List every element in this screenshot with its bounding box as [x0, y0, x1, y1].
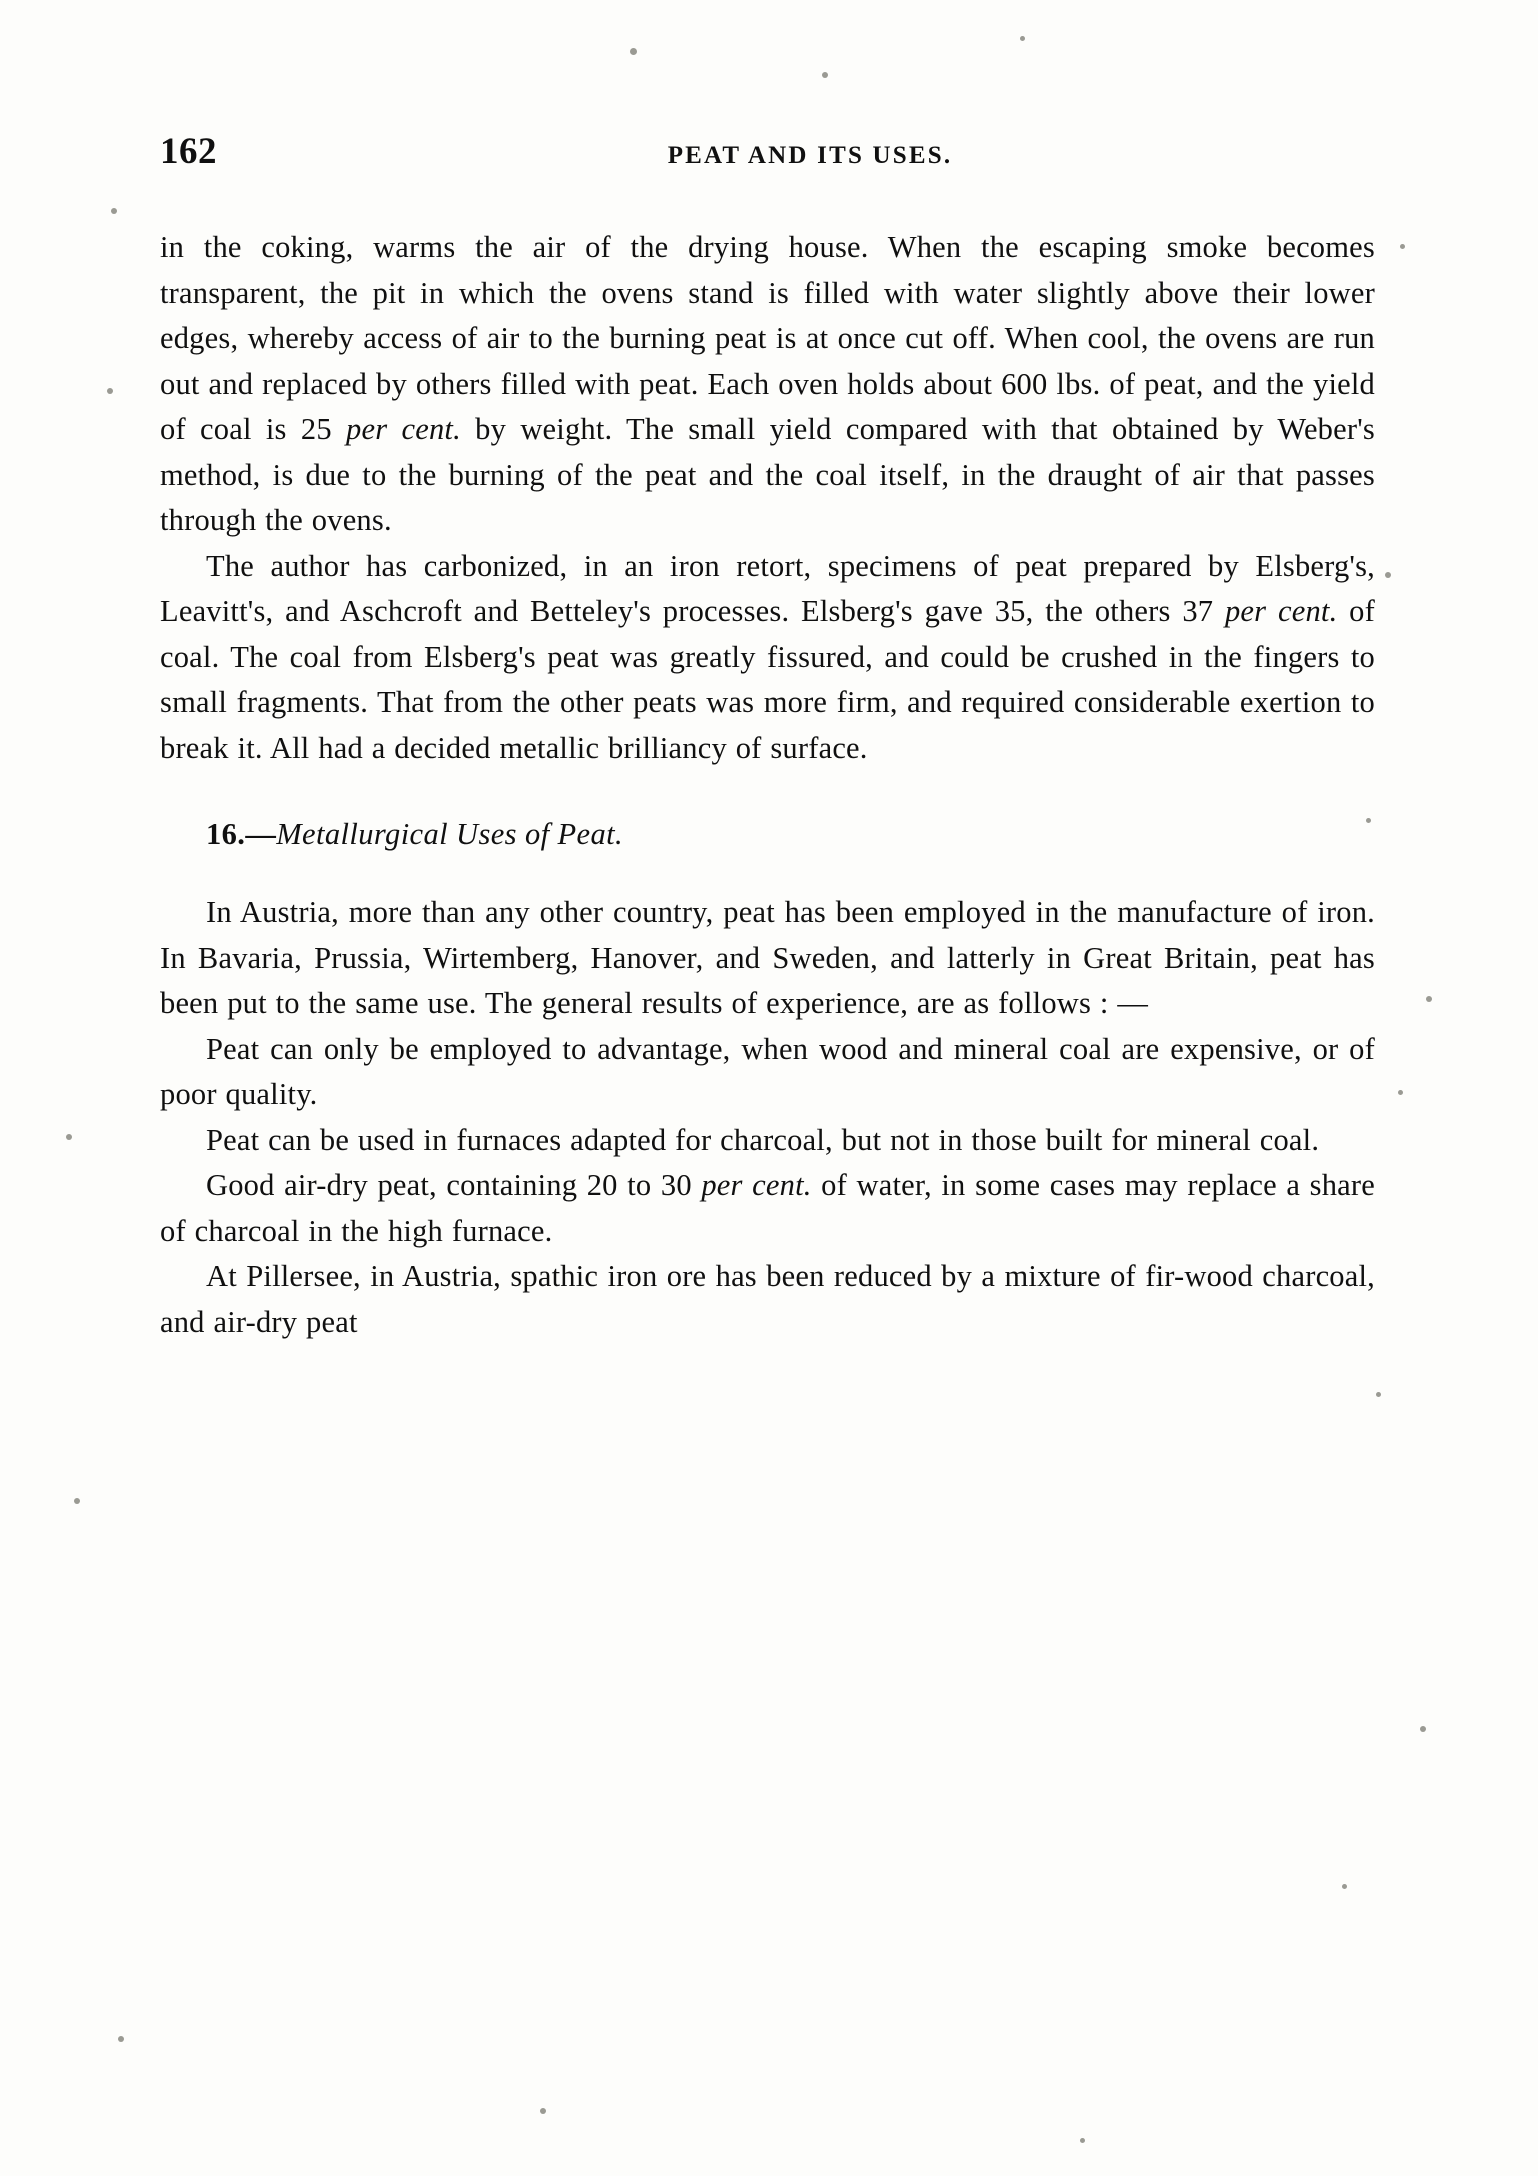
- italic-run: per cent.: [1224, 594, 1338, 628]
- scan-speck: [66, 1134, 72, 1140]
- section-number: 16.—: [206, 817, 277, 851]
- scan-speck: [1398, 1090, 1403, 1095]
- scan-speck: [1400, 244, 1405, 249]
- italic-run: per cent.: [701, 1168, 812, 1202]
- paragraph: [160, 1118, 1375, 1164]
- scan-speck: [74, 1498, 80, 1504]
- text-run: in the coking, warms the air of the drying house. When the escaping smoke becomes transparent, the pit in which the ovens stand is filled with water slightly above their lower edges, whereby access of air to the burning peat is at once cut off. When cool, the ovens are run out and replaced by others filled with peat. Each oven holds about 600 lbs. of peat, and the yield of coal is 25: [160, 230, 1375, 446]
- body-text-block: [160, 225, 1375, 1345]
- section-title: Metallurgical Uses of Peat.: [276, 817, 624, 851]
- scan-speck: [1376, 1392, 1381, 1397]
- italic-run: per cent.: [346, 412, 461, 446]
- scan-speck: [1426, 996, 1432, 1002]
- scan-speck: [1342, 1884, 1347, 1889]
- page-number: 162: [160, 131, 217, 172]
- paragraph: [160, 1254, 1375, 1345]
- paragraph: [160, 890, 1375, 1027]
- scan-speck: [1385, 572, 1391, 578]
- paragraph: [160, 1027, 1375, 1118]
- text-run: of water, in some cases may replace a share of charcoal in the high furnace.: [160, 1168, 1375, 1248]
- scan-speck: [1020, 36, 1025, 41]
- page-header: [160, 130, 1375, 173]
- section-heading: [206, 817, 1375, 852]
- scan-speck: [111, 208, 117, 214]
- text-run: of coal. The coal from Elsberg's peat was greatly fissured, and could be crushed in the fingers to small fragments. That from the other peats was more firm, and required considerable exertion to break it. All had a decided metallic brilliancy of surface.: [160, 594, 1375, 765]
- text-run: Peat can be used in furnaces adapted for charcoal, but not in those built for mineral coal.: [206, 1122, 1320, 1157]
- text-run: Good air-dry peat, containing 20 to 30: [206, 1168, 702, 1202]
- text-run: The author has carbonized, in an iron retort, specimens of peat prepared by Elsberg's, Leavitt's, and Aschcroft and Betteley's processes. Elsberg's gave 35, the others 37: [160, 548, 1375, 628]
- text-run: In Austria, more than any other country, peat has been employed in the manufacture of iron. In Bavaria, Prussia, Wirtemberg, Hanover, and Sweden, and latterly in Great Britain, peat has been put to the same use. The general results of experience, are as follows : —: [160, 895, 1375, 1020]
- paragraph: [160, 544, 1375, 772]
- scan-speck: [107, 388, 113, 394]
- scan-speck: [1420, 1726, 1426, 1732]
- scan-speck: [822, 72, 828, 78]
- page-content: [160, 130, 1375, 1345]
- scan-speck: [118, 2036, 124, 2042]
- scan-speck: [630, 48, 637, 55]
- paragraph: [160, 1163, 1375, 1254]
- running-head: PEAT AND ITS USES.: [667, 142, 953, 169]
- scan-speck: [1080, 2138, 1085, 2143]
- paragraph: [160, 225, 1375, 544]
- text-run: by weight. The small yield compared with that obtained by Weber's method, is due to the burning of the peat and the coal itself, in the draught of air that passes through the ovens.: [160, 412, 1375, 537]
- scan-speck: [540, 2108, 546, 2114]
- text-run: Peat can only be employed to advantage, when wood and mineral coal are expensive, or of poor quality.: [160, 1031, 1375, 1111]
- text-run: At Pillersee, in Austria, spathic iron ore has been reduced by a mixture of fir-wood charcoal, and air-dry peat: [160, 1259, 1375, 1339]
